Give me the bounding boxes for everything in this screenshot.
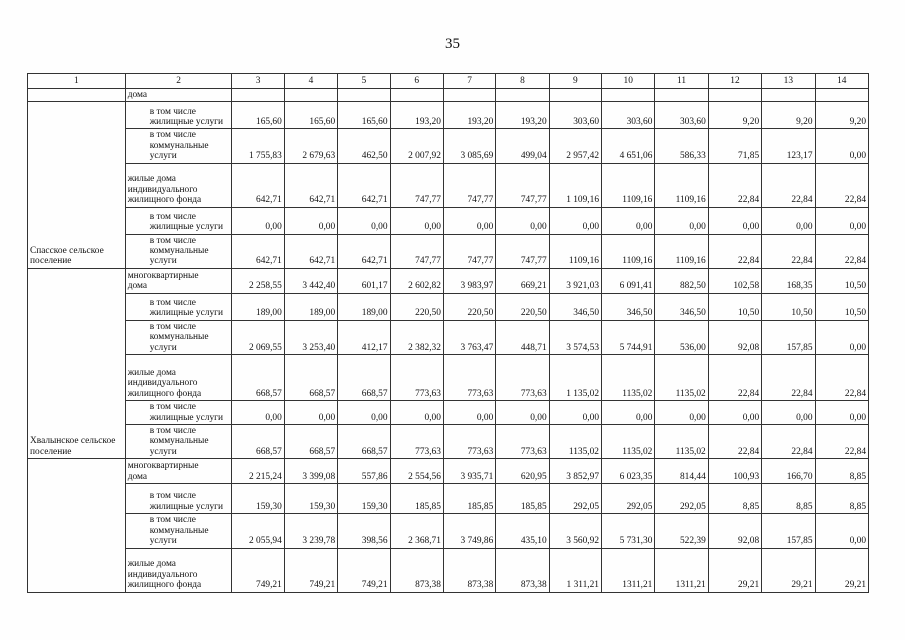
value-cell: 292,05	[549, 484, 601, 514]
value-cell: 0,00	[762, 401, 815, 425]
value-cell: 8,85	[815, 484, 869, 514]
value-cell: 292,05	[602, 484, 655, 514]
value-cell: 435,10	[496, 514, 549, 548]
row-label-line: дома	[127, 281, 147, 292]
value-cell: 749,21	[338, 548, 390, 592]
value-cell: 3 935,71	[443, 459, 495, 484]
value-cell: 0,00	[549, 401, 601, 425]
value-cell: 873,38	[443, 548, 495, 592]
row-label-line: в том числе	[149, 298, 196, 309]
value-cell: 0,00	[815, 514, 869, 548]
value-cell: 22,84	[708, 163, 761, 207]
table-row	[28, 484, 869, 514]
value-cell: 9,20	[762, 102, 815, 129]
value-cell	[232, 89, 284, 102]
value-cell: 1 311,21	[549, 548, 601, 592]
value-cell: 669,21	[496, 268, 549, 293]
value-cell: 499,04	[496, 129, 549, 163]
row-label-line: в том числе	[149, 130, 196, 141]
value-cell: 193,20	[496, 102, 549, 129]
value-cell: 0,00	[708, 401, 761, 425]
row-label	[125, 234, 232, 268]
table-body	[28, 74, 869, 593]
table-row	[28, 102, 869, 129]
row-label	[125, 102, 232, 129]
value-cell: 346,50	[549, 293, 601, 320]
value-cell: 8,85	[708, 484, 761, 514]
value-cell	[390, 89, 443, 102]
value-cell: 29,21	[815, 548, 869, 592]
value-cell: 0,00	[232, 401, 284, 425]
row-label-line: жилищные услуги	[149, 412, 223, 423]
value-cell: 3 983,97	[443, 268, 495, 293]
value-cell: 773,63	[390, 355, 443, 401]
row-label-line: жилищного фонда	[127, 580, 202, 591]
table-row	[28, 425, 869, 459]
value-cell: 747,77	[496, 163, 549, 207]
value-cell: 2 368,71	[390, 514, 443, 548]
table-row	[28, 355, 869, 401]
value-cell	[549, 89, 601, 102]
value-cell: 303,60	[549, 102, 601, 129]
value-cell: 4 651,06	[602, 129, 655, 163]
table-row	[28, 320, 869, 354]
row-label-line: жилищного фонда	[127, 195, 202, 206]
value-cell: 773,63	[443, 425, 495, 459]
settlement-cell	[28, 459, 126, 592]
value-cell: 346,50	[655, 293, 708, 320]
value-cell: 189,00	[284, 293, 337, 320]
row-label-line: в том числе	[149, 321, 196, 332]
value-cell: 0,00	[496, 207, 549, 234]
value-cell: 642,71	[284, 163, 337, 207]
value-cell: 8,85	[815, 459, 869, 484]
value-cell: 10,50	[815, 293, 869, 320]
table-row	[28, 207, 869, 234]
value-cell: 0,00	[655, 401, 708, 425]
value-cell: 2 007,92	[390, 129, 443, 163]
value-cell: 668,57	[284, 425, 337, 459]
row-label	[125, 484, 232, 514]
row-label-line: в том числе	[149, 515, 196, 526]
value-cell: 0,00	[284, 207, 337, 234]
value-cell: 22,84	[762, 163, 815, 207]
value-cell: 1135,02	[655, 425, 708, 459]
value-cell: 2 602,82	[390, 268, 443, 293]
row-label	[125, 401, 232, 425]
value-cell: 0,00	[815, 207, 869, 234]
value-cell: 642,71	[338, 163, 390, 207]
value-cell: 3 442,40	[284, 268, 337, 293]
value-cell: 586,33	[655, 129, 708, 163]
value-cell: 3 852,97	[549, 459, 601, 484]
row-label-line: в том числе	[149, 235, 196, 246]
value-cell: 1109,16	[549, 234, 601, 268]
value-cell: 1109,16	[602, 163, 655, 207]
value-cell: 292,05	[655, 484, 708, 514]
value-cell: 189,00	[338, 293, 390, 320]
column-header-8: 8	[496, 74, 549, 89]
value-cell: 2 215,24	[232, 459, 284, 484]
table-row	[28, 514, 869, 548]
value-cell: 668,57	[232, 425, 284, 459]
value-cell: 189,00	[232, 293, 284, 320]
value-cell: 303,60	[655, 102, 708, 129]
value-cell: 10,50	[708, 293, 761, 320]
value-cell: 0,00	[496, 401, 549, 425]
value-cell: 2 382,32	[390, 320, 443, 354]
value-cell: 5 731,30	[602, 514, 655, 548]
row-label	[125, 129, 232, 163]
settlement-cell: Хвалынское сельское поселение	[28, 268, 126, 458]
value-cell: 0,00	[390, 401, 443, 425]
value-cell: 747,77	[443, 234, 495, 268]
value-cell: 522,39	[655, 514, 708, 548]
value-cell: 398,56	[338, 514, 390, 548]
row-label	[125, 320, 232, 354]
value-cell: 1 755,83	[232, 129, 284, 163]
value-cell: 159,30	[284, 484, 337, 514]
column-header-5: 5	[338, 74, 390, 89]
row-label-line: коммунальные услуги	[149, 332, 209, 353]
value-cell: 3 560,92	[549, 514, 601, 548]
value-cell: 749,21	[284, 548, 337, 592]
value-cell: 92,08	[708, 320, 761, 354]
value-cell	[496, 89, 549, 102]
value-cell: 536,00	[655, 320, 708, 354]
row-label-line: жилые дома	[127, 559, 176, 570]
value-cell: 882,50	[655, 268, 708, 293]
column-header-12: 12	[708, 74, 761, 89]
value-cell: 159,30	[232, 484, 284, 514]
value-cell: 8,85	[762, 484, 815, 514]
value-cell	[338, 89, 390, 102]
value-cell: 22,84	[762, 355, 815, 401]
row-label-line: жилищные услуги	[149, 501, 223, 512]
value-cell: 773,63	[390, 425, 443, 459]
row-label	[125, 548, 232, 592]
row-label	[125, 293, 232, 320]
row-label-line: многоквартирные	[127, 271, 199, 282]
value-cell: 22,84	[815, 234, 869, 268]
value-cell: 22,84	[815, 163, 869, 207]
row-label-line: в том числе	[149, 426, 196, 437]
value-cell: 3 749,86	[443, 514, 495, 548]
value-cell: 220,50	[443, 293, 495, 320]
value-cell: 29,21	[762, 548, 815, 592]
row-label	[125, 459, 232, 484]
value-cell: 2 258,55	[232, 268, 284, 293]
value-cell: 3 239,78	[284, 514, 337, 548]
value-cell: 22,84	[708, 355, 761, 401]
value-cell: 165,60	[232, 102, 284, 129]
value-cell: 165,60	[284, 102, 337, 129]
row-label	[125, 207, 232, 234]
row-label-line: индивидуального	[127, 184, 198, 195]
row-label	[125, 163, 232, 207]
row-label-line: дома	[127, 471, 147, 482]
row-label-line: в том числе	[149, 211, 196, 222]
value-cell: 747,77	[390, 163, 443, 207]
row-label	[125, 268, 232, 293]
value-cell	[284, 89, 337, 102]
value-cell: 749,21	[232, 548, 284, 592]
value-cell: 2 055,94	[232, 514, 284, 548]
row-label-line: многоквартирные	[127, 461, 199, 472]
row-label-line: в том числе	[149, 106, 196, 117]
row-label-line: жилищные услуги	[149, 117, 223, 127]
value-cell: 6 023,35	[602, 459, 655, 484]
value-cell: 448,71	[496, 320, 549, 354]
row-label-line: индивидуального	[127, 569, 198, 580]
value-cell: 0,00	[762, 207, 815, 234]
value-cell: 346,50	[602, 293, 655, 320]
value-cell	[708, 89, 761, 102]
value-cell: 814,44	[655, 459, 708, 484]
value-cell: 773,63	[496, 355, 549, 401]
row-label-line: коммунальные услуги	[149, 140, 209, 162]
value-cell: 0,00	[815, 129, 869, 163]
value-cell: 22,84	[762, 425, 815, 459]
value-cell: 668,57	[284, 355, 337, 401]
value-cell: 2 069,55	[232, 320, 284, 354]
table-row	[28, 459, 869, 484]
value-cell: 220,50	[390, 293, 443, 320]
value-cell: 773,63	[443, 355, 495, 401]
value-cell: 71,85	[708, 129, 761, 163]
value-cell: 0,00	[232, 207, 284, 234]
column-header-10: 10	[602, 74, 655, 89]
value-cell: 3 921,03	[549, 268, 601, 293]
table-row	[28, 129, 869, 163]
value-cell: 159,30	[338, 484, 390, 514]
value-cell: 747,77	[390, 234, 443, 268]
value-cell: 557,86	[338, 459, 390, 484]
value-cell: 100,93	[708, 459, 761, 484]
value-cell: 0,00	[708, 207, 761, 234]
value-cell: 10,50	[762, 293, 815, 320]
value-cell: 165,60	[338, 102, 390, 129]
value-cell: 22,84	[708, 425, 761, 459]
column-header-6: 6	[390, 74, 443, 89]
column-header-11: 11	[655, 74, 708, 89]
row-label	[125, 425, 232, 459]
row-label-line: в том числе	[149, 491, 196, 502]
value-cell: 642,71	[284, 234, 337, 268]
value-cell: 3 574,53	[549, 320, 601, 354]
value-cell	[655, 89, 708, 102]
value-cell: 1135,02	[655, 355, 708, 401]
value-cell: 1135,02	[549, 425, 601, 459]
value-cell: 620,95	[496, 459, 549, 484]
value-cell: 642,71	[232, 163, 284, 207]
value-cell: 5 744,91	[602, 320, 655, 354]
value-cell: 22,84	[762, 234, 815, 268]
row-label-line: индивидуального	[127, 378, 198, 389]
table-row	[28, 401, 869, 425]
row-label-line: коммунальные услуги	[149, 436, 209, 457]
table-row	[28, 89, 869, 102]
value-cell: 6 091,41	[602, 268, 655, 293]
value-cell	[762, 89, 815, 102]
value-cell: 2 679,63	[284, 129, 337, 163]
row-label	[125, 514, 232, 548]
page-number: 35	[445, 36, 460, 52]
value-cell: 303,60	[602, 102, 655, 129]
value-cell: 1 135,02	[549, 355, 601, 401]
value-cell: 157,85	[762, 320, 815, 354]
value-cell: 642,71	[338, 234, 390, 268]
value-cell: 22,84	[708, 234, 761, 268]
value-cell: 1 109,16	[549, 163, 601, 207]
value-cell: 0,00	[602, 401, 655, 425]
value-cell	[815, 89, 869, 102]
value-cell: 193,20	[443, 102, 495, 129]
tariff-table	[27, 73, 869, 593]
row-label	[125, 355, 232, 401]
column-header-13: 13	[762, 74, 815, 89]
value-cell: 10,50	[815, 268, 869, 293]
value-cell: 3 085,69	[443, 129, 495, 163]
value-cell: 185,85	[390, 484, 443, 514]
value-cell: 1109,16	[655, 163, 708, 207]
value-cell: 102,58	[708, 268, 761, 293]
value-cell: 3 253,40	[284, 320, 337, 354]
value-cell: 123,17	[762, 129, 815, 163]
value-cell: 462,50	[338, 129, 390, 163]
value-cell: 3 399,08	[284, 459, 337, 484]
table-row	[28, 548, 869, 592]
value-cell: 185,85	[443, 484, 495, 514]
settlement-cell	[28, 89, 126, 102]
value-cell: 1135,02	[602, 355, 655, 401]
value-cell: 92,08	[708, 514, 761, 548]
value-cell: 0,00	[390, 207, 443, 234]
column-header-14: 14	[815, 74, 869, 89]
value-cell: 193,20	[390, 102, 443, 129]
row-label-line: коммунальные услуги	[149, 525, 209, 547]
value-cell: 22,84	[815, 355, 869, 401]
column-header-7: 7	[443, 74, 495, 89]
value-cell: 3 763,47	[443, 320, 495, 354]
value-cell: 9,20	[815, 102, 869, 129]
value-cell: 1311,21	[602, 548, 655, 592]
settlement-cell: Спасское сельское поселение	[28, 102, 126, 268]
value-cell: 642,71	[232, 234, 284, 268]
value-cell: 1109,16	[655, 234, 708, 268]
value-cell: 873,38	[390, 548, 443, 592]
value-cell: 0,00	[815, 320, 869, 354]
value-cell: 0,00	[284, 401, 337, 425]
value-cell: 220,50	[496, 293, 549, 320]
row-label-line: жилищного фонда	[127, 388, 202, 399]
value-cell: 1311,21	[655, 548, 708, 592]
value-cell: 0,00	[338, 207, 390, 234]
value-cell: 185,85	[496, 484, 549, 514]
row-label-line: жилищные услуги	[149, 308, 223, 319]
value-cell: 0,00	[443, 401, 495, 425]
value-cell: 166,70	[762, 459, 815, 484]
row-label-line: в том числе	[149, 402, 196, 413]
value-cell: 0,00	[443, 207, 495, 234]
header-row	[28, 74, 869, 89]
value-cell: 0,00	[815, 401, 869, 425]
table-row	[28, 268, 869, 293]
value-cell: 0,00	[655, 207, 708, 234]
value-cell: 168,35	[762, 268, 815, 293]
row-label-line: жилищные услуги	[149, 222, 223, 233]
value-cell	[443, 89, 495, 102]
value-cell: 601,17	[338, 268, 390, 293]
value-cell: 412,17	[338, 320, 390, 354]
value-cell: 0,00	[602, 207, 655, 234]
value-cell	[602, 89, 655, 102]
table-row	[28, 234, 869, 268]
row-label	[125, 89, 232, 102]
value-cell: 1135,02	[602, 425, 655, 459]
column-header-1: 1	[28, 74, 126, 89]
value-cell: 773,63	[496, 425, 549, 459]
value-cell: 668,57	[338, 355, 390, 401]
column-header-2: 2	[125, 74, 232, 89]
column-header-4: 4	[284, 74, 337, 89]
value-cell: 668,57	[232, 355, 284, 401]
value-cell: 9,20	[708, 102, 761, 129]
value-cell: 747,77	[443, 163, 495, 207]
value-cell: 0,00	[549, 207, 601, 234]
row-label-line: коммунальные услуги	[149, 246, 209, 267]
value-cell: 668,57	[338, 425, 390, 459]
value-cell: 29,21	[708, 548, 761, 592]
value-cell: 873,38	[496, 548, 549, 592]
row-label-line: жилые дома	[127, 174, 176, 185]
table-row	[28, 163, 869, 207]
value-cell: 747,77	[496, 234, 549, 268]
value-cell: 22,84	[815, 425, 869, 459]
value-cell: 2 957,42	[549, 129, 601, 163]
column-header-9: 9	[549, 74, 601, 89]
value-cell: 2 554,56	[390, 459, 443, 484]
value-cell: 157,85	[762, 514, 815, 548]
table-row	[28, 293, 869, 320]
value-cell: 1109,16	[602, 234, 655, 268]
row-label-line: жилые дома	[127, 367, 176, 378]
value-cell: 0,00	[338, 401, 390, 425]
column-header-3: 3	[232, 74, 284, 89]
row-label-line: дома	[127, 90, 147, 100]
